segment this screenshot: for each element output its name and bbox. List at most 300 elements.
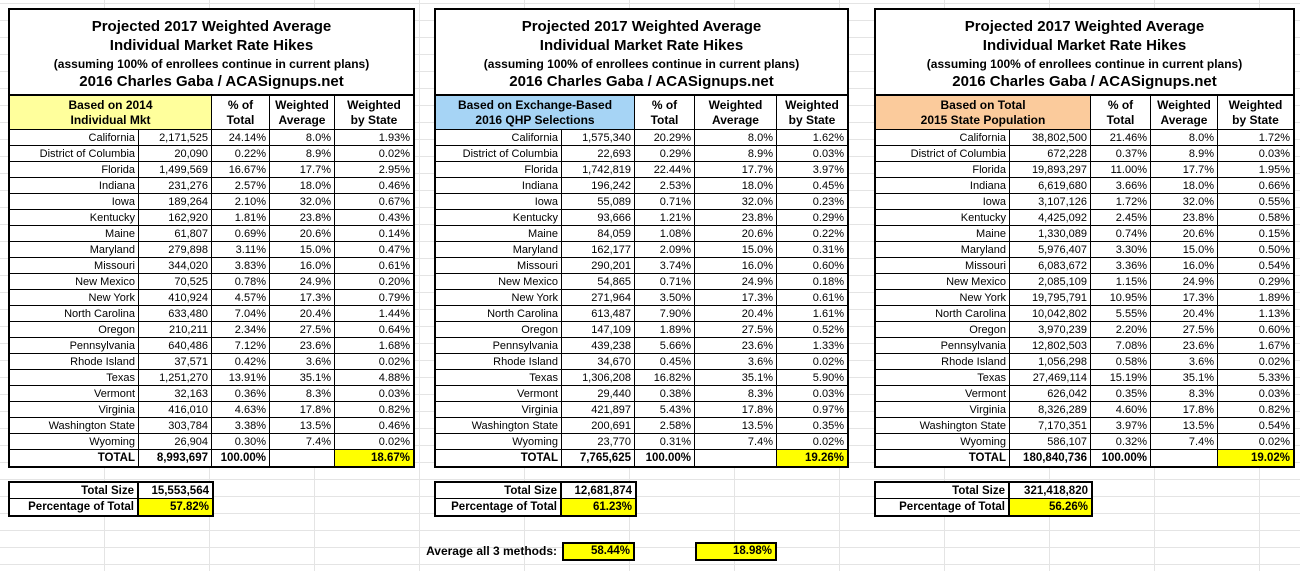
pct-of-total-cell[interactable]: 0.42% — [212, 354, 270, 370]
enrollment-cell[interactable]: 303,784 — [139, 418, 212, 434]
enrollment-cell[interactable]: 196,242 — [562, 178, 635, 194]
weighted-by-state-header[interactable]: Weighted by State — [1218, 96, 1293, 130]
weighted-by-state-cell[interactable]: 1.13% — [1218, 306, 1293, 322]
population-cell[interactable]: 8,326,289 — [1010, 402, 1091, 418]
enrollment-cell[interactable]: 147,109 — [562, 322, 635, 338]
weighted-average-cell[interactable]: 23.6% — [1151, 338, 1218, 354]
population-cell[interactable]: 6,619,680 — [1010, 178, 1091, 194]
pct-of-total-cell[interactable]: 0.36% — [212, 386, 270, 402]
weighted-by-state-cell[interactable]: 0.29% — [777, 210, 847, 226]
state-cell[interactable]: Maryland — [876, 242, 1010, 258]
state-cell[interactable]: Florida — [10, 162, 139, 178]
weighted-by-state-cell[interactable]: 1.95% — [1218, 162, 1293, 178]
weighted-by-state-cell[interactable]: 5.90% — [777, 370, 847, 386]
average-all-methods-label[interactable]: Average all 3 methods: — [426, 544, 557, 558]
weighted-by-state-cell[interactable]: 0.64% — [335, 322, 413, 338]
weighted-by-state-cell[interactable]: 0.67% — [335, 194, 413, 210]
pct-of-total-cell[interactable]: 1.15% — [1091, 274, 1151, 290]
state-cell[interactable]: Florida — [876, 162, 1010, 178]
enrollment-cell[interactable]: 37,571 — [139, 354, 212, 370]
state-cell[interactable]: District of Columbia — [10, 146, 139, 162]
total-pct-cell[interactable]: 100.00% — [1091, 450, 1151, 466]
weighted-average-cell[interactable]: 35.1% — [1151, 370, 1218, 386]
weighted-average-cell[interactable]: 23.6% — [695, 338, 777, 354]
population-cell[interactable]: 5,976,407 — [1010, 242, 1091, 258]
weighted-average-cell[interactable]: 3.6% — [270, 354, 335, 370]
weighted-average-cell[interactable]: 16.0% — [270, 258, 335, 274]
total-weighted-average-cell[interactable] — [695, 450, 777, 466]
weighted-by-state-cell[interactable]: 0.02% — [777, 354, 847, 370]
state-cell[interactable]: Pennsylvania — [10, 338, 139, 354]
weighted-by-state-cell[interactable]: 0.55% — [1218, 194, 1293, 210]
enrollment-cell[interactable]: 1,742,819 — [562, 162, 635, 178]
total-label-cell[interactable]: TOTAL — [876, 450, 1010, 466]
pct-of-total-cell[interactable]: 2.09% — [635, 242, 695, 258]
population-cell[interactable]: 2,085,109 — [1010, 274, 1091, 290]
pct-of-total-cell[interactable]: 2.53% — [635, 178, 695, 194]
enrollment-cell[interactable]: 410,924 — [139, 290, 212, 306]
weighted-average-cell[interactable]: 18.0% — [270, 178, 335, 194]
enrollment-cell[interactable]: 1,306,208 — [562, 370, 635, 386]
weighted-by-state-header[interactable]: Weighted by State — [777, 96, 847, 130]
total-weighted-by-state-cell[interactable]: 19.26% — [777, 450, 847, 466]
pct-of-total-cell[interactable]: 0.74% — [1091, 226, 1151, 242]
weighted-average-cell[interactable]: 17.7% — [270, 162, 335, 178]
population-cell[interactable]: 1,330,089 — [1010, 226, 1091, 242]
state-cell[interactable]: New Mexico — [436, 274, 562, 290]
population-cell[interactable]: 10,042,802 — [1010, 306, 1091, 322]
weighted-average-cell[interactable]: 3.6% — [1151, 354, 1218, 370]
total-size-label[interactable]: Total Size — [876, 483, 1010, 499]
pct-of-total-cell[interactable]: 0.69% — [212, 226, 270, 242]
weighted-by-state-cell[interactable]: 0.02% — [335, 146, 413, 162]
weighted-average-header[interactable]: Weighted Average — [695, 96, 777, 130]
weighted-by-state-cell[interactable]: 0.58% — [1218, 210, 1293, 226]
enrollment-cell[interactable]: 416,010 — [139, 402, 212, 418]
pct-of-total-cell[interactable]: 15.19% — [1091, 370, 1151, 386]
state-cell[interactable]: Missouri — [10, 258, 139, 274]
population-cell[interactable]: 626,042 — [1010, 386, 1091, 402]
pct-of-total-cell[interactable]: 16.67% — [212, 162, 270, 178]
weighted-average-cell[interactable]: 27.5% — [270, 322, 335, 338]
population-cell[interactable]: 1,056,298 — [1010, 354, 1091, 370]
pct-of-total-cell[interactable]: 13.91% — [212, 370, 270, 386]
weighted-by-state-cell[interactable]: 0.03% — [777, 146, 847, 162]
state-cell[interactable]: Iowa — [436, 194, 562, 210]
weighted-by-state-cell[interactable]: 0.20% — [335, 274, 413, 290]
state-cell[interactable]: District of Columbia — [876, 146, 1010, 162]
population-cell[interactable]: 672,228 — [1010, 146, 1091, 162]
state-cell[interactable]: Oregon — [436, 322, 562, 338]
pct-of-total-cell[interactable]: 1.72% — [1091, 194, 1151, 210]
pct-of-total-cell[interactable]: 22.44% — [635, 162, 695, 178]
weighted-by-state-cell[interactable]: 0.43% — [335, 210, 413, 226]
enrollment-cell[interactable]: 1,499,569 — [139, 162, 212, 178]
weighted-by-state-cell[interactable]: 0.02% — [335, 434, 413, 450]
state-cell[interactable]: Maine — [876, 226, 1010, 242]
enrollment-cell[interactable]: 34,670 — [562, 354, 635, 370]
pct-of-total-cell[interactable]: 0.22% — [212, 146, 270, 162]
weighted-average-cell[interactable]: 15.0% — [1151, 242, 1218, 258]
weighted-by-state-cell[interactable]: 0.61% — [777, 290, 847, 306]
weighted-average-cell[interactable]: 8.0% — [1151, 130, 1218, 146]
weighted-by-state-cell[interactable]: 0.03% — [1218, 146, 1293, 162]
enrollment-cell[interactable]: 640,486 — [139, 338, 212, 354]
weighted-average-cell[interactable]: 8.9% — [695, 146, 777, 162]
state-cell[interactable]: Wyoming — [876, 434, 1010, 450]
pct-of-total-cell[interactable]: 0.29% — [635, 146, 695, 162]
pct-of-total-cell[interactable]: 0.38% — [635, 386, 695, 402]
enrollment-cell[interactable]: 613,487 — [562, 306, 635, 322]
state-cell[interactable]: Pennsylvania — [436, 338, 562, 354]
weighted-by-state-cell[interactable]: 0.46% — [335, 178, 413, 194]
weighted-by-state-cell[interactable]: 0.46% — [335, 418, 413, 434]
weighted-by-state-cell[interactable]: 0.54% — [1218, 418, 1293, 434]
pct-of-total-cell[interactable]: 2.45% — [1091, 210, 1151, 226]
weighted-average-cell[interactable]: 32.0% — [695, 194, 777, 210]
weighted-by-state-cell[interactable]: 0.29% — [1218, 274, 1293, 290]
weighted-average-cell[interactable]: 15.0% — [695, 242, 777, 258]
total-size-value[interactable]: 15,553,564 — [139, 483, 212, 499]
pct-of-total-cell[interactable]: 7.12% — [212, 338, 270, 354]
enrollment-cell[interactable]: 32,163 — [139, 386, 212, 402]
weighted-by-state-cell[interactable]: 0.02% — [777, 434, 847, 450]
weighted-average-cell[interactable]: 35.1% — [270, 370, 335, 386]
state-cell[interactable]: New Mexico — [876, 274, 1010, 290]
pct-of-total-cell[interactable]: 10.95% — [1091, 290, 1151, 306]
basis-header-cell[interactable] — [436, 96, 635, 130]
weighted-average-cell[interactable]: 27.5% — [695, 322, 777, 338]
enrollment-cell[interactable]: 2,171,525 — [139, 130, 212, 146]
pct-of-total-cell[interactable]: 7.90% — [635, 306, 695, 322]
weighted-by-state-cell[interactable]: 0.45% — [777, 178, 847, 194]
total-population-cell[interactable]: 180,840,736 — [1010, 450, 1091, 466]
weighted-average-cell[interactable]: 24.9% — [695, 274, 777, 290]
state-cell[interactable]: Kentucky — [436, 210, 562, 226]
state-cell[interactable]: Texas — [436, 370, 562, 386]
pct-of-total-cell[interactable]: 3.30% — [1091, 242, 1151, 258]
pct-of-total-cell[interactable]: 5.55% — [1091, 306, 1151, 322]
weighted-by-state-cell[interactable]: 1.62% — [777, 130, 847, 146]
pct-of-total-cell[interactable]: 16.82% — [635, 370, 695, 386]
weighted-average-cell[interactable]: 24.9% — [1151, 274, 1218, 290]
total-size-value[interactable]: 12,681,874 — [562, 483, 635, 499]
weighted-average-cell[interactable]: 7.4% — [695, 434, 777, 450]
weighted-by-state-cell[interactable]: 0.52% — [777, 322, 847, 338]
state-cell[interactable]: Vermont — [10, 386, 139, 402]
weighted-average-cell[interactable]: 17.8% — [1151, 402, 1218, 418]
weighted-by-state-cell[interactable]: 0.66% — [1218, 178, 1293, 194]
pct-of-total-cell[interactable]: 1.81% — [212, 210, 270, 226]
pct-of-total-cell[interactable]: 4.63% — [212, 402, 270, 418]
enrollment-cell[interactable]: 231,276 — [139, 178, 212, 194]
weighted-by-state-cell[interactable]: 1.68% — [335, 338, 413, 354]
weighted-by-state-header[interactable]: Weighted by State — [335, 96, 413, 130]
pct-of-total-cell[interactable]: 1.21% — [635, 210, 695, 226]
pct-of-total-cell[interactable]: 3.36% — [1091, 258, 1151, 274]
state-cell[interactable]: Indiana — [876, 178, 1010, 194]
weighted-by-state-cell[interactable]: 0.31% — [777, 242, 847, 258]
weighted-average-cell[interactable]: 23.6% — [270, 338, 335, 354]
total-enrollment-cell[interactable]: 8,993,697 — [139, 450, 212, 466]
enrollment-cell[interactable]: 439,238 — [562, 338, 635, 354]
weighted-by-state-cell[interactable]: 0.03% — [335, 386, 413, 402]
state-cell[interactable]: Pennsylvania — [876, 338, 1010, 354]
pct-of-total-cell[interactable]: 5.66% — [635, 338, 695, 354]
pct-of-total-cell[interactable]: 1.08% — [635, 226, 695, 242]
weighted-average-cell[interactable]: 3.6% — [695, 354, 777, 370]
average-pct-of-total-value[interactable]: 58.44% — [562, 542, 635, 561]
weighted-average-header[interactable]: Weighted Average — [270, 96, 335, 130]
enrollment-cell[interactable]: 290,201 — [562, 258, 635, 274]
weighted-average-cell[interactable]: 32.0% — [1151, 194, 1218, 210]
state-cell[interactable]: Maryland — [436, 242, 562, 258]
weighted-by-state-cell[interactable]: 1.33% — [777, 338, 847, 354]
enrollment-cell[interactable]: 162,920 — [139, 210, 212, 226]
weighted-by-state-cell[interactable]: 0.14% — [335, 226, 413, 242]
state-cell[interactable]: Maine — [10, 226, 139, 242]
pct-of-total-cell[interactable]: 2.10% — [212, 194, 270, 210]
state-cell[interactable]: Maryland — [10, 242, 139, 258]
state-cell[interactable]: Texas — [876, 370, 1010, 386]
state-cell[interactable]: District of Columbia — [436, 146, 562, 162]
weighted-average-cell[interactable]: 16.0% — [1151, 258, 1218, 274]
pct-of-total-cell[interactable]: 3.83% — [212, 258, 270, 274]
pct-of-total-cell[interactable]: 3.66% — [1091, 178, 1151, 194]
state-cell[interactable]: Missouri — [876, 258, 1010, 274]
state-cell[interactable]: Indiana — [436, 178, 562, 194]
total-weighted-average-cell[interactable] — [1151, 450, 1218, 466]
weighted-average-cell[interactable]: 13.5% — [1151, 418, 1218, 434]
weighted-by-state-cell[interactable]: 1.61% — [777, 306, 847, 322]
state-cell[interactable]: North Carolina — [436, 306, 562, 322]
pct-of-total-header[interactable]: % of Total — [635, 96, 695, 130]
state-cell[interactable]: Oregon — [876, 322, 1010, 338]
state-cell[interactable]: New York — [10, 290, 139, 306]
state-cell[interactable]: Kentucky — [10, 210, 139, 226]
pct-of-total-cell[interactable]: 2.20% — [1091, 322, 1151, 338]
population-cell[interactable]: 19,893,297 — [1010, 162, 1091, 178]
enrollment-cell[interactable]: 23,770 — [562, 434, 635, 450]
enrollment-cell[interactable]: 421,897 — [562, 402, 635, 418]
pct-of-total-cell[interactable]: 2.34% — [212, 322, 270, 338]
population-cell[interactable]: 38,802,500 — [1010, 130, 1091, 146]
pct-of-total-label[interactable]: Percentage of Total — [876, 499, 1010, 515]
total-pct-cell[interactable]: 100.00% — [635, 450, 695, 466]
state-cell[interactable]: Indiana — [10, 178, 139, 194]
population-cell[interactable]: 4,425,092 — [1010, 210, 1091, 226]
weighted-by-state-cell[interactable]: 2.95% — [335, 162, 413, 178]
total-weighted-by-state-cell[interactable]: 19.02% — [1218, 450, 1293, 466]
state-cell[interactable]: Vermont — [436, 386, 562, 402]
weighted-average-cell[interactable]: 20.4% — [695, 306, 777, 322]
pct-of-total-cell[interactable]: 7.04% — [212, 306, 270, 322]
state-cell[interactable]: Washington State — [436, 418, 562, 434]
population-cell[interactable]: 12,802,503 — [1010, 338, 1091, 354]
pct-of-total-cell[interactable]: 3.11% — [212, 242, 270, 258]
weighted-by-state-cell[interactable]: 4.88% — [335, 370, 413, 386]
weighted-by-state-cell[interactable]: 0.60% — [777, 258, 847, 274]
state-cell[interactable]: Oregon — [10, 322, 139, 338]
weighted-by-state-cell[interactable]: 0.23% — [777, 194, 847, 210]
pct-of-total-cell[interactable]: 0.30% — [212, 434, 270, 450]
state-cell[interactable]: California — [876, 130, 1010, 146]
state-cell[interactable]: Virginia — [876, 402, 1010, 418]
pct-of-total-cell[interactable]: 21.46% — [1091, 130, 1151, 146]
pct-of-total-cell[interactable]: 20.29% — [635, 130, 695, 146]
weighted-average-cell[interactable]: 23.8% — [1151, 210, 1218, 226]
weighted-by-state-cell[interactable]: 1.67% — [1218, 338, 1293, 354]
pct-of-total-cell[interactable]: 1.89% — [635, 322, 695, 338]
weighted-by-state-cell[interactable]: 0.15% — [1218, 226, 1293, 242]
weighted-by-state-cell[interactable]: 0.82% — [335, 402, 413, 418]
enrollment-cell[interactable]: 29,440 — [562, 386, 635, 402]
weighted-average-cell[interactable]: 17.3% — [270, 290, 335, 306]
pct-of-total-cell[interactable]: 3.50% — [635, 290, 695, 306]
state-cell[interactable]: Washington State — [10, 418, 139, 434]
weighted-average-cell[interactable]: 20.4% — [270, 306, 335, 322]
state-cell[interactable]: Iowa — [876, 194, 1010, 210]
weighted-average-cell[interactable]: 8.9% — [270, 146, 335, 162]
total-pct-cell[interactable]: 100.00% — [212, 450, 270, 466]
pct-of-total-cell[interactable]: 0.78% — [212, 274, 270, 290]
pct-of-total-cell[interactable]: 7.08% — [1091, 338, 1151, 354]
state-cell[interactable]: California — [436, 130, 562, 146]
weighted-by-state-cell[interactable]: 5.33% — [1218, 370, 1293, 386]
weighted-by-state-cell[interactable]: 0.03% — [777, 386, 847, 402]
enrollment-cell[interactable]: 22,693 — [562, 146, 635, 162]
average-weighted-rate-value[interactable]: 18.98% — [695, 542, 777, 561]
weighted-by-state-cell[interactable]: 1.72% — [1218, 130, 1293, 146]
weighted-by-state-cell[interactable]: 0.97% — [777, 402, 847, 418]
weighted-average-cell[interactable]: 17.3% — [1151, 290, 1218, 306]
weighted-by-state-cell[interactable]: 0.02% — [1218, 434, 1293, 450]
state-cell[interactable]: Rhode Island — [876, 354, 1010, 370]
pct-of-total-cell[interactable]: 0.31% — [635, 434, 695, 450]
pct-of-total-cell[interactable]: 0.45% — [635, 354, 695, 370]
pct-of-total-cell[interactable]: 0.71% — [635, 194, 695, 210]
enrollment-cell[interactable]: 1,575,340 — [562, 130, 635, 146]
population-cell[interactable]: 6,083,672 — [1010, 258, 1091, 274]
pct-of-total-cell[interactable]: 0.71% — [635, 274, 695, 290]
state-cell[interactable]: Wyoming — [436, 434, 562, 450]
enrollment-cell[interactable]: 200,691 — [562, 418, 635, 434]
enrollment-cell[interactable]: 61,807 — [139, 226, 212, 242]
weighted-average-cell[interactable]: 20.6% — [270, 226, 335, 242]
state-cell[interactable]: New Mexico — [10, 274, 139, 290]
enrollment-cell[interactable]: 84,059 — [562, 226, 635, 242]
pct-of-total-cell[interactable]: 3.97% — [1091, 418, 1151, 434]
weighted-average-cell[interactable]: 13.5% — [695, 418, 777, 434]
pct-of-total-header[interactable]: % of Total — [1091, 96, 1151, 130]
total-weighted-average-cell[interactable] — [270, 450, 335, 466]
pct-of-total-cell[interactable]: 3.74% — [635, 258, 695, 274]
state-cell[interactable]: Iowa — [10, 194, 139, 210]
weighted-average-cell[interactable]: 17.7% — [695, 162, 777, 178]
pct-of-total-cell[interactable]: 4.60% — [1091, 402, 1151, 418]
weighted-average-cell[interactable]: 27.5% — [1151, 322, 1218, 338]
pct-of-total-cell[interactable]: 24.14% — [212, 130, 270, 146]
weighted-average-cell[interactable]: 32.0% — [270, 194, 335, 210]
pct-of-total-label[interactable]: Percentage of Total — [10, 499, 139, 515]
weighted-average-cell[interactable]: 8.9% — [1151, 146, 1218, 162]
pct-of-total-value[interactable]: 61.23% — [562, 499, 635, 515]
weighted-average-cell[interactable]: 17.3% — [695, 290, 777, 306]
weighted-average-cell[interactable]: 23.8% — [695, 210, 777, 226]
pct-of-total-cell[interactable]: 11.00% — [1091, 162, 1151, 178]
enrollment-cell[interactable]: 162,177 — [562, 242, 635, 258]
pct-of-total-cell[interactable]: 4.57% — [212, 290, 270, 306]
population-cell[interactable]: 27,469,114 — [1010, 370, 1091, 386]
weighted-average-cell[interactable]: 17.8% — [270, 402, 335, 418]
population-cell[interactable]: 3,107,126 — [1010, 194, 1091, 210]
pct-of-total-cell[interactable]: 2.57% — [212, 178, 270, 194]
pct-of-total-label[interactable]: Percentage of Total — [436, 499, 562, 515]
pct-of-total-cell[interactable]: 0.37% — [1091, 146, 1151, 162]
population-cell[interactable]: 586,107 — [1010, 434, 1091, 450]
weighted-average-cell[interactable]: 18.0% — [695, 178, 777, 194]
state-cell[interactable]: Kentucky — [876, 210, 1010, 226]
enrollment-cell[interactable]: 189,264 — [139, 194, 212, 210]
state-cell[interactable]: Rhode Island — [436, 354, 562, 370]
weighted-by-state-cell[interactable]: 0.82% — [1218, 402, 1293, 418]
total-enrollment-cell[interactable]: 7,765,625 — [562, 450, 635, 466]
weighted-by-state-cell[interactable]: 0.79% — [335, 290, 413, 306]
weighted-average-cell[interactable]: 7.4% — [1151, 434, 1218, 450]
total-size-value[interactable]: 321,418,820 — [1010, 483, 1091, 499]
basis-header-cell[interactable] — [876, 96, 1091, 130]
enrollment-cell[interactable]: 93,666 — [562, 210, 635, 226]
enrollment-cell[interactable]: 54,865 — [562, 274, 635, 290]
weighted-average-cell[interactable]: 20.4% — [1151, 306, 1218, 322]
weighted-average-cell[interactable]: 20.6% — [1151, 226, 1218, 242]
weighted-by-state-cell[interactable]: 0.18% — [777, 274, 847, 290]
pct-of-total-cell[interactable]: 0.32% — [1091, 434, 1151, 450]
state-cell[interactable]: Texas — [10, 370, 139, 386]
weighted-by-state-cell[interactable]: 0.47% — [335, 242, 413, 258]
enrollment-cell[interactable]: 344,020 — [139, 258, 212, 274]
weighted-average-cell[interactable]: 8.3% — [1151, 386, 1218, 402]
total-size-label[interactable]: Total Size — [436, 483, 562, 499]
enrollment-cell[interactable]: 70,525 — [139, 274, 212, 290]
state-cell[interactable]: California — [10, 130, 139, 146]
weighted-by-state-cell[interactable]: 0.60% — [1218, 322, 1293, 338]
state-cell[interactable]: Washington State — [876, 418, 1010, 434]
weighted-by-state-cell[interactable]: 0.02% — [1218, 354, 1293, 370]
weighted-by-state-cell[interactable]: 1.93% — [335, 130, 413, 146]
weighted-by-state-cell[interactable]: 0.02% — [335, 354, 413, 370]
weighted-by-state-cell[interactable]: 0.22% — [777, 226, 847, 242]
enrollment-cell[interactable]: 633,480 — [139, 306, 212, 322]
enrollment-cell[interactable]: 55,089 — [562, 194, 635, 210]
state-cell[interactable]: North Carolina — [10, 306, 139, 322]
weighted-average-cell[interactable]: 8.0% — [270, 130, 335, 146]
weighted-by-state-cell[interactable]: 1.44% — [335, 306, 413, 322]
pct-of-total-cell[interactable]: 0.58% — [1091, 354, 1151, 370]
enrollment-cell[interactable]: 20,090 — [139, 146, 212, 162]
weighted-average-cell[interactable]: 24.9% — [270, 274, 335, 290]
state-cell[interactable]: Wyoming — [10, 434, 139, 450]
weighted-average-cell[interactable]: 20.6% — [695, 226, 777, 242]
state-cell[interactable]: Maine — [436, 226, 562, 242]
weighted-average-cell[interactable]: 16.0% — [695, 258, 777, 274]
weighted-by-state-cell[interactable]: 0.61% — [335, 258, 413, 274]
enrollment-cell[interactable]: 210,211 — [139, 322, 212, 338]
enrollment-cell[interactable]: 1,251,270 — [139, 370, 212, 386]
total-label-cell[interactable]: TOTAL — [436, 450, 562, 466]
weighted-average-cell[interactable]: 23.8% — [270, 210, 335, 226]
weighted-by-state-cell[interactable]: 0.35% — [777, 418, 847, 434]
